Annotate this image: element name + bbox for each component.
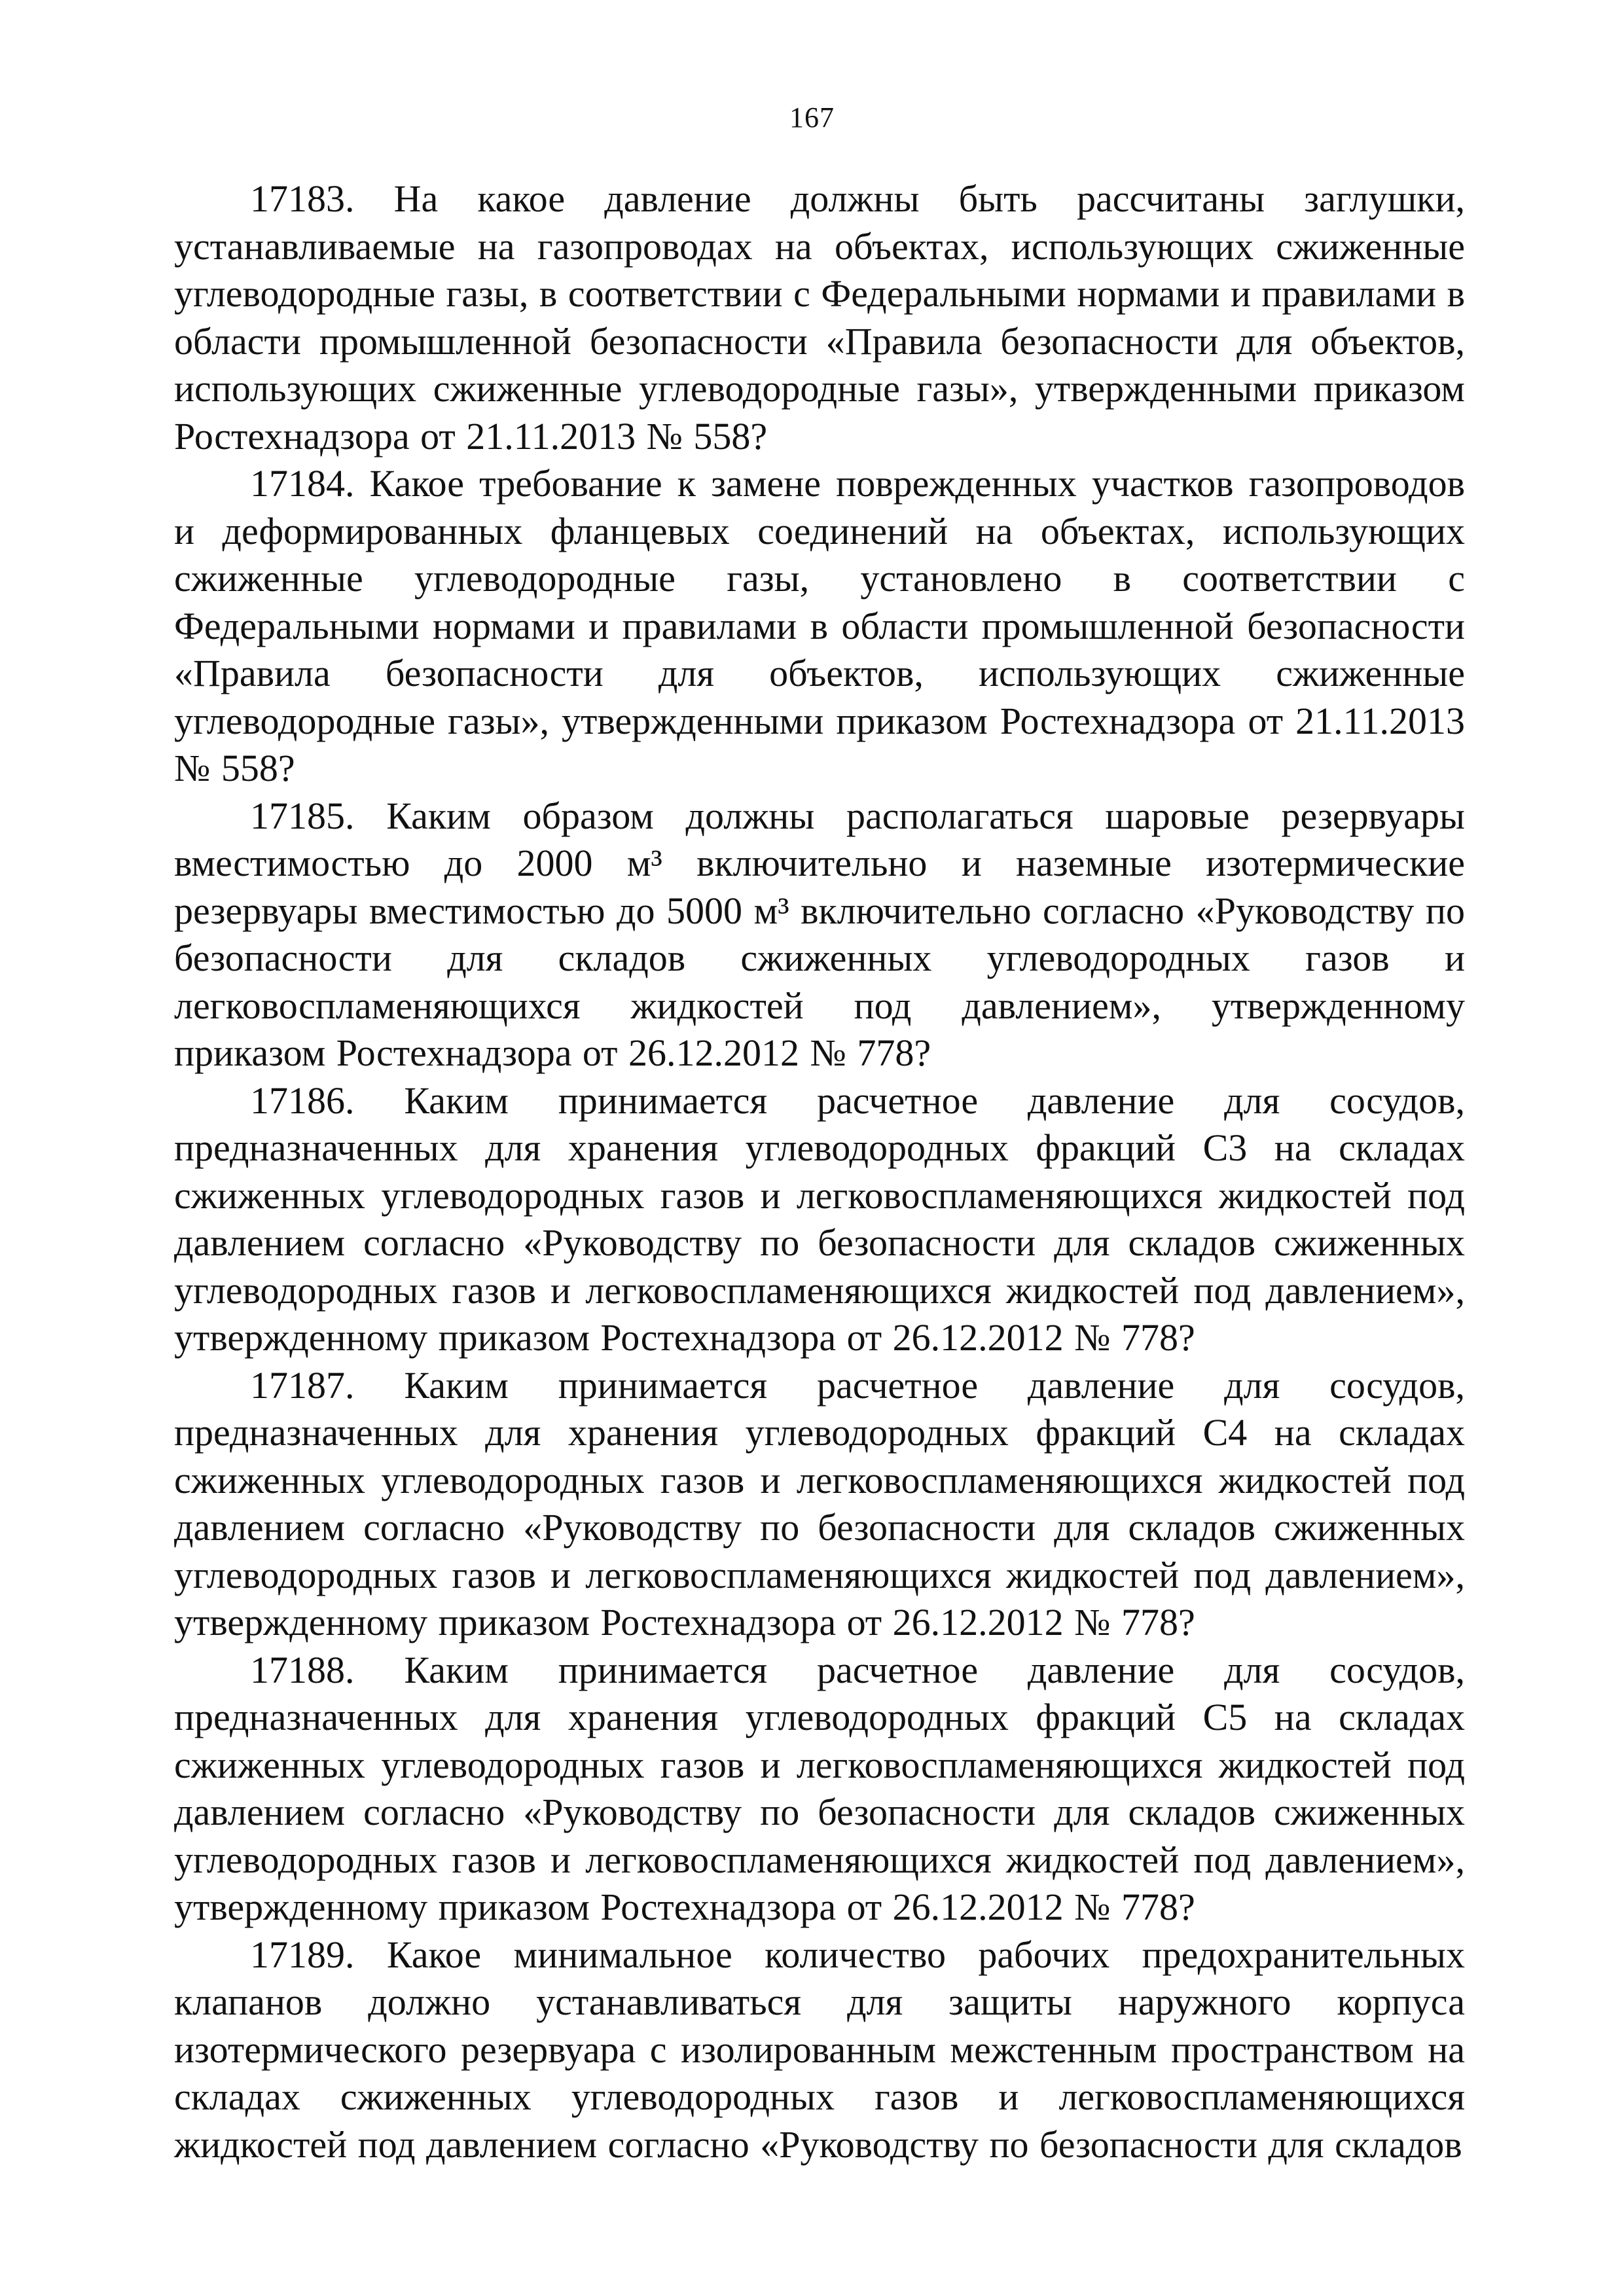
question-number: 17184. [250,462,355,505]
question-text: Каким принимается расчетное давление для сосудов, предназначенных для хранения углеводородных фракций С4 на складах сжиженных углеводородных газов и легковоспламеняющихся жидкостей под давлением согласно «Руководству по безопасности для складов сжиженных углеводородных газов и легковоспламеняющихся жидкостей под давлением», утвержденному приказом Ростехнадзора от 26.12.2012 № 778? [174,1363,1466,1643]
question-paragraph [174,1647,1465,1931]
question-paragraph [174,793,1465,1077]
question-text: Какое требование к замене поврежденных участков газопроводов и деформированных фланцевых соединений на объектах, использующих сжиженные углеводородные газы, установлено в соответствии с Федеральными нормами и правилами в области промышленной безопасности «Правила безопасности для объектов, использующих сжиженные углеводородные газы», утвержденными приказом Ростехнадзора от 21.11.2013 № 558? [174,462,1465,789]
question-paragraph [174,1931,1465,2169]
question-number: 17189. [250,1933,355,1976]
question-paragraph [174,1362,1465,1647]
document-body [174,175,1465,2168]
question-text: На какое давление должны быть рассчитаны заглушки, устанавливаемые на газопроводах на объектах, использующих сжиженные углеводородные газы, в соответствии с Федеральными нормами и правилами в области промышленной безопасности «Правила безопасности для объектов, использующих сжиженные углеводородные газы», утвержденными приказом Ростехнадзора от 21.11.2013 № 558? [174,177,1465,457]
question-number: 17187. [250,1363,355,1407]
question-number: 17186. [250,1079,355,1122]
page-number: 167 [789,101,835,134]
question-text: Какое минимальное количество рабочих предохранительных клапанов должно устанавливаться для защиты наружного корпуса изотермического резервуара с изолированным межстенным пространством на складах сжиженных углеводородных газов и легковоспламеняющихся жидкостей под давлением согласно «Руководству по безопасности для складов [174,1933,1465,2166]
question-text: Каким принимается расчетное давление для сосудов, предназначенных для хранения углеводородных фракций С3 на складах сжиженных углеводородных газов и легковоспламеняющихся жидкостей под давлением согласно «Руководству по безопасности для складов сжиженных углеводородных газов и легковоспламеняющихся жидкостей под давлением», утвержденному приказом Ростехнадзора от 26.12.2012 № 778? [174,1079,1466,1359]
question-paragraph [174,460,1465,793]
question-paragraph [174,175,1465,460]
question-text: Каким образом должны располагаться шаровые резервуары вместимостью до 2000 м³ включительно и наземные изотермические резервуары вместимостью до 5000 м³ включительно согласно «Руководству по безопасности для складов сжиженных углеводородных газов и легковоспламеняющихся жидкостей под давлением», утвержденному приказом Ростехнадзора от 26.12.2012 № 778? [174,794,1466,1074]
question-text: Каким принимается расчетное давление для сосудов, предназначенных для хранения углеводородных фракций С5 на складах сжиженных углеводородных газов и легковоспламеняющихся жидкостей под давлением согласно «Руководству по безопасности для складов сжиженных углеводородных газов и легковоспламеняющихся жидкостей под давлением», утвержденному приказом Ростехнадзора от 26.12.2012 № 778? [174,1648,1466,1928]
question-number: 17188. [250,1648,355,1691]
question-number: 17185. [250,794,355,837]
question-paragraph [174,1077,1465,1362]
question-number: 17183. [250,177,355,220]
